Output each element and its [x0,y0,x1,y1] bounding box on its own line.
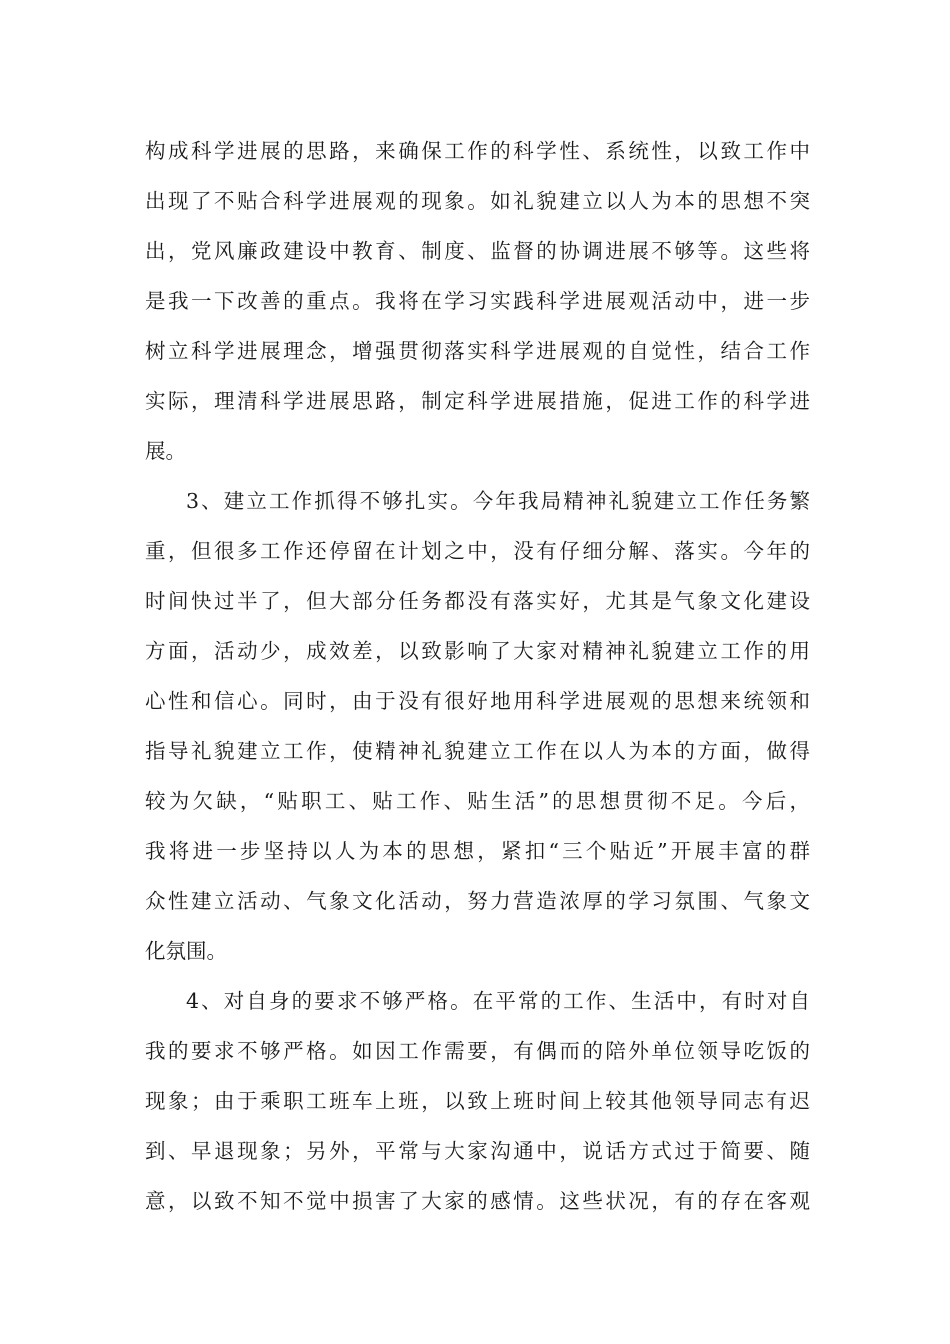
text-line: 我的要求不够严格。如因工作需要，有偶而的陪外单位领导吃饭的 [145,1039,810,1063]
text-line: 时间快过半了，但大部分任务都没有落实好，尤其是气象文化建设 [145,589,810,613]
text-line: 意，以致不知不觉中损害了大家的感情。这些状况，有的存在客观 [145,1189,810,1213]
text-line: 展。 [145,439,186,463]
text-line: 方面，活动少，成效差，以致影响了大家对精神礼貌建立工作的用 [145,639,810,663]
paragraph-3 [145,976,810,1226]
text-line: 众性建立活动、气象文化活动，努力营造浓厚的学习氛围、气象文 [145,889,810,913]
text-line: 出，党风廉政建设中教育、制度、监督的协调进展不够等。这些将 [145,239,810,263]
text-line: 构成科学进展的思路，来确保工作的科学性、系统性，以致工作中 [145,139,810,163]
text-line: 重，但很多工作还停留在计划之中，没有仔细分解、落实。今年的 [145,539,810,563]
text-line: 化氛围。 [145,939,227,963]
text-line: 指导礼貌建立工作，使精神礼貌建立工作在以人为本的方面，做得 [145,739,810,763]
body-text [145,126,810,1226]
text-line: 心性和信心。同时，由于没有很好地用科学进展观的思想来统领和 [145,689,810,713]
paragraph-2 [145,476,810,976]
text-line: 是我一下改善的重点。我将在学习实践科学进展观活动中，进一步 [145,289,810,313]
text-line: 4、对自身的要求不够严格。在平常的工作、生活中，有时对自 [186,989,810,1013]
text-line: 出现了不贴合科学进展观的现象。如礼貌建立以人为本的思想不突 [145,189,810,213]
paragraph-1 [145,126,810,476]
text-line: 树立科学进展理念，增强贯彻落实科学进展观的自觉性，结合工作 [145,339,810,363]
text-line: 3、建立工作抓得不够扎实。今年我局精神礼貌建立工作任务繁 [186,489,810,513]
text-line: 我将进一步坚持以人为本的思想，紧扣“三个贴近”开展丰富的群 [145,839,810,863]
text-line: 到、早退现象；另外，平常与大家沟通中，说话方式过于简要、随 [145,1139,810,1163]
text-line: 现象；由于乘职工班车上班，以致上班时间上较其他领导同志有迟 [145,1089,810,1113]
text-line: 实际，理清科学进展思路，制定科学进展措施，促进工作的科学进 [145,389,810,413]
text-line: 较为欠缺，“贴职工、贴工作、贴生活”的思想贯彻不足。今后， [145,789,810,813]
